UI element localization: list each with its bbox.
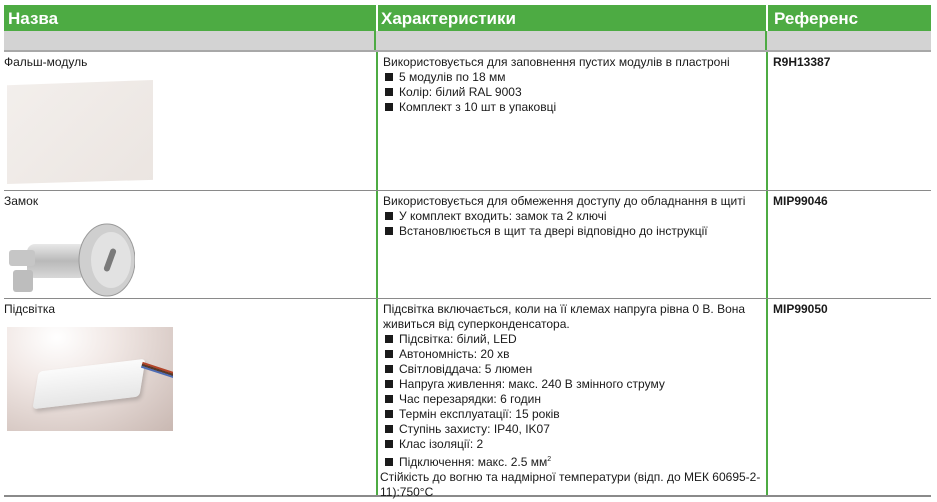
feature-bullet: Підсвітка: білий, LED [383,332,766,347]
feature-bullet: Комплект з 10 шт в упаковці [383,100,766,115]
feature-bullet: Стійкість до вогню та надмірної температури (відп. до МЕК 60695-2-11):750°C [380,470,761,499]
feature-bullet: Підключення: макс. 2.5 $мм^2$ [383,452,766,470]
product-name: Підсвітка [4,302,56,316]
feature-bullet: У комплект входить: замок та 2 ключі [383,209,766,224]
table-row [4,191,931,299]
header-name: Назва [8,9,59,28]
bullet-square-icon [385,410,393,418]
reference-code: R9H13387 [766,52,931,190]
row-name-cell [4,191,376,298]
bullet-square-icon [385,440,393,448]
feature-bullet: Ступінь захисту: IP40, IK07 [383,422,766,437]
feature-bullet: Час перезарядки: 6 годин [383,392,766,407]
backlight-image [7,327,173,431]
row-name-cell [4,299,376,495]
row-name-cell [4,52,376,190]
feature-intro: Використовується для заповнення пустих модулів в пластроні [383,55,730,69]
product-name: Замок [4,194,39,208]
feature-bullet: Клас ізоляції: 2 [383,437,766,452]
table-row [4,52,931,191]
bullet-square-icon [385,365,393,373]
bullet-square-icon [385,335,393,343]
blank-module-image [7,80,153,184]
bullet-square-icon [385,425,393,433]
product-name: Фальш-модуль [4,55,88,69]
feature-bullet: Напруга живлення: макс. 240 В змінного струму [383,377,766,392]
table-header [4,5,931,31]
bullet-square-icon [385,458,393,466]
feature-intro: Використовується для обмеження доступу до обладнання в щиті [383,194,746,208]
feature-bullet: Термін експлуатації: 15 років [383,407,766,422]
header-features: Характеристики [376,5,766,31]
feature-intro: Підсвітка включається, коли на її клемах напруга рівна 0 В. Вона живиться від суперконденсатора. [383,302,746,331]
feature-bullet: Колір: білий RAL 9003 [383,85,766,100]
bullet-square-icon [385,395,393,403]
bullet-square-icon [385,227,393,235]
row-features-cell [376,191,766,298]
table-subheader [4,31,931,52]
table-row [4,299,931,497]
lock-image [7,222,135,300]
bullet-square-icon [385,380,393,388]
feature-bullet: Автономність: 20 хв [383,347,766,362]
bullet-square-icon [385,212,393,220]
reference-code: MIP99050 [766,299,931,495]
bullet-square-icon [385,73,393,81]
row-features-cell [376,52,766,190]
product-table [4,5,931,497]
feature-bullet: 5 модулів по 18 мм [383,70,766,85]
bullet-square-icon [385,350,393,358]
reference-code: MIP99046 [766,191,931,298]
row-features-cell [376,299,766,499]
feature-bullet: Встановлюється в щит та двері відповідно до інструкції [383,224,766,239]
header-reference: Референс [766,5,931,31]
feature-bullet: Світловіддача: 5 люмен [383,362,766,377]
bullet-square-icon [385,103,393,111]
bullet-square-icon [385,88,393,96]
